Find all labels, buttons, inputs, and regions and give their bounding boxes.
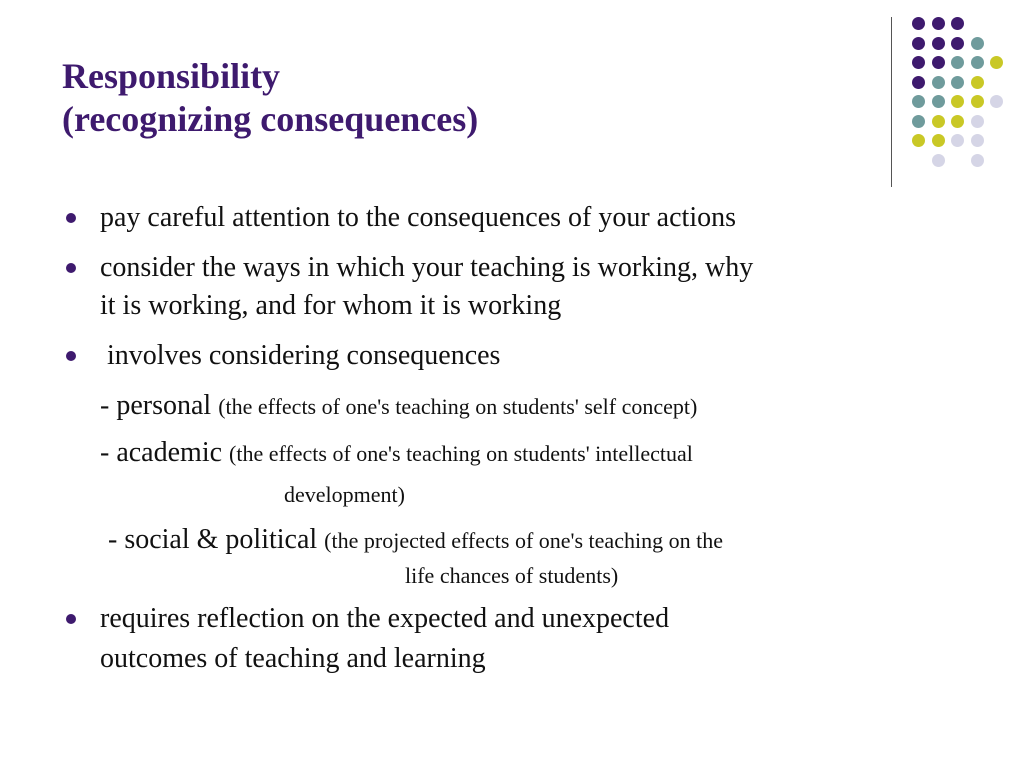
subitem-personal (100, 390, 697, 423)
bullet-text-2-line-1: consider the ways in which your teaching is working, why (100, 252, 754, 283)
bullet-text-4-line-1: requires reflection on the expected and unexpected (100, 603, 670, 634)
bullet-text-2-line-2: it is working, and for whom it is working (100, 290, 562, 321)
subitem-personal-label: - personal (100, 390, 212, 421)
subitem-academic-note: (the effects of one's teaching on students' intellectual (229, 441, 693, 466)
subitem-social-political-label: - social & political (108, 524, 318, 555)
title-line-1: Responsibility (62, 56, 281, 96)
subitem-academic (100, 437, 693, 470)
bullet-marker-4 (66, 614, 76, 624)
subitem-social-political-note: (the projected effects of one's teaching on the (324, 528, 723, 553)
subitem-social-political (108, 524, 723, 557)
title-line-2: (recognizing consequences) (62, 99, 479, 139)
subitem-personal-note: (the effects of one's teaching on students' self concept) (218, 394, 698, 419)
bullet-marker-2 (66, 263, 76, 273)
subitem-academic-note-2: development) (284, 482, 405, 507)
subitem-academic-label: - academic (100, 437, 223, 468)
subitem-social-political-note-2: life chances of students) (405, 563, 619, 588)
bullet-text-3: involves considering consequences (100, 340, 501, 371)
bullet-marker-1 (66, 213, 76, 223)
bullet-marker-3 (66, 351, 76, 361)
bullet-text-4-line-2: outcomes of teaching and learning (100, 643, 486, 674)
bullet-text-1: pay careful attention to the consequences of your actions (100, 202, 736, 233)
